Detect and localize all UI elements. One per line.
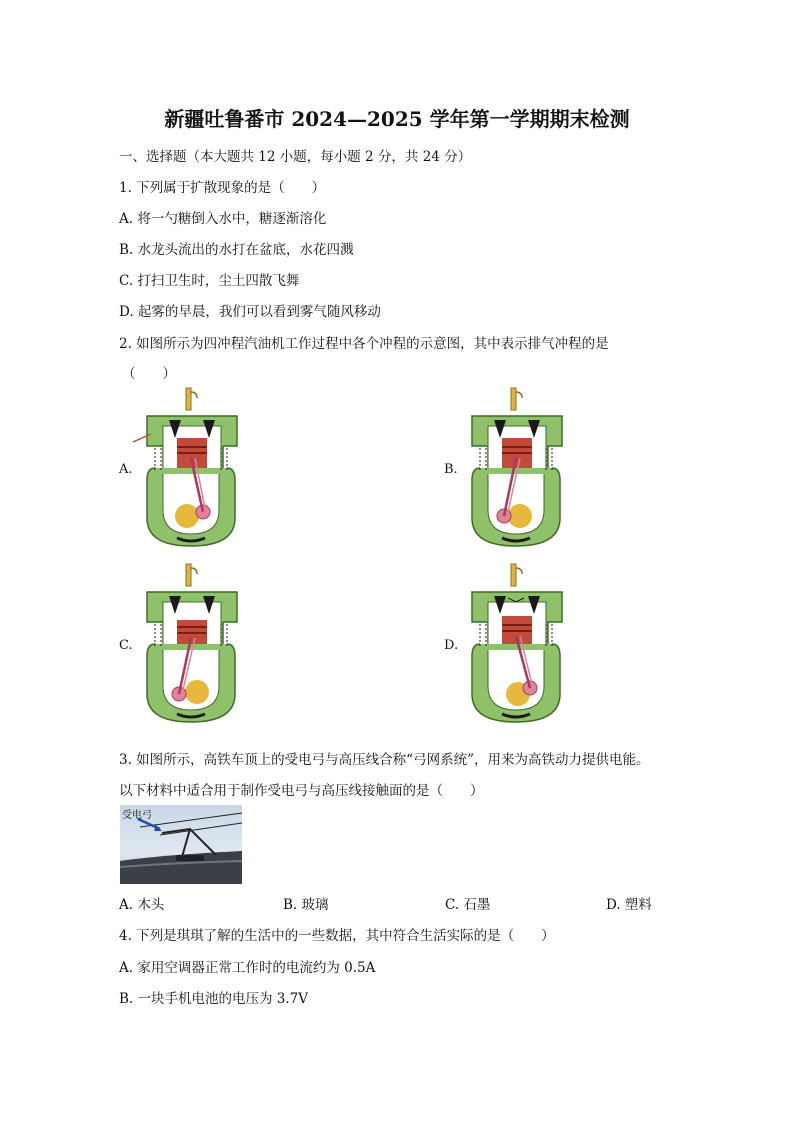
- engine-diagram-c: [133, 564, 253, 729]
- pantograph-label: 受电弓: [122, 810, 152, 821]
- q3-option-d: D. 塑料: [606, 897, 652, 913]
- section-heading: 一、选择题（本大题共 12 小题，每小题 2 分，共 24 分）: [119, 149, 472, 165]
- q4-option-a: A. 家用空调器正常工作时的电流约为 0.5A: [119, 960, 376, 976]
- q1-stem: 1. 下列属于扩散现象的是（ ）: [119, 180, 326, 196]
- q3-option-c: C. 石墨: [445, 897, 491, 913]
- engine-diagram-d: [458, 564, 578, 729]
- engine-label-a: A.: [119, 462, 133, 477]
- q1-option-a: A. 将一勺糖倒入水中，糖逐渐溶化: [119, 211, 327, 227]
- q3-stem-line2: 以下材料中适合用于制作受电弓与高压线接触面的是（ ）: [119, 783, 484, 799]
- q2-stem-bracket: （ ）: [122, 366, 176, 382]
- engine-label-b: B.: [444, 462, 458, 477]
- q4-option-b: B. 一块手机电池的电压为 3.7V: [119, 991, 309, 1007]
- q3-option-a: A. 木头: [119, 897, 165, 913]
- q4-stem: 4. 下列是琪琪了解的生活中的一些数据，其中符合生活实际的是（ ）: [119, 928, 555, 944]
- q2-stem: 2. 如图所示为四冲程汽油机工作过程中各个冲程的示意图，其中表示排气冲程的是: [119, 336, 609, 352]
- engine-label-c: C.: [119, 638, 133, 653]
- q3-stem: 3. 如图所示，高铁车顶上的受电弓与高压线合称“弓网系统”，用来为高铁动力提供电能。: [119, 752, 650, 768]
- q1-option-b: B. 水龙头流出的水打在盆底，水花四溅: [119, 242, 354, 258]
- engine-diagram-b: [458, 388, 578, 553]
- q1-option-d: D. 起雾的早晨，我们可以看到雾气随风移动: [119, 304, 381, 320]
- engine-diagram-a: [133, 388, 253, 553]
- engine-label-d: D.: [444, 638, 459, 653]
- q1-option-c: C. 打扫卫生时，尘土四散飞舞: [119, 273, 300, 289]
- page-title: 新疆吐鲁番市 2024—2025 学年第一学期期末检测: [164, 107, 630, 131]
- pantograph-photo: [120, 805, 242, 884]
- q3-option-b: B. 玻璃: [283, 897, 329, 913]
